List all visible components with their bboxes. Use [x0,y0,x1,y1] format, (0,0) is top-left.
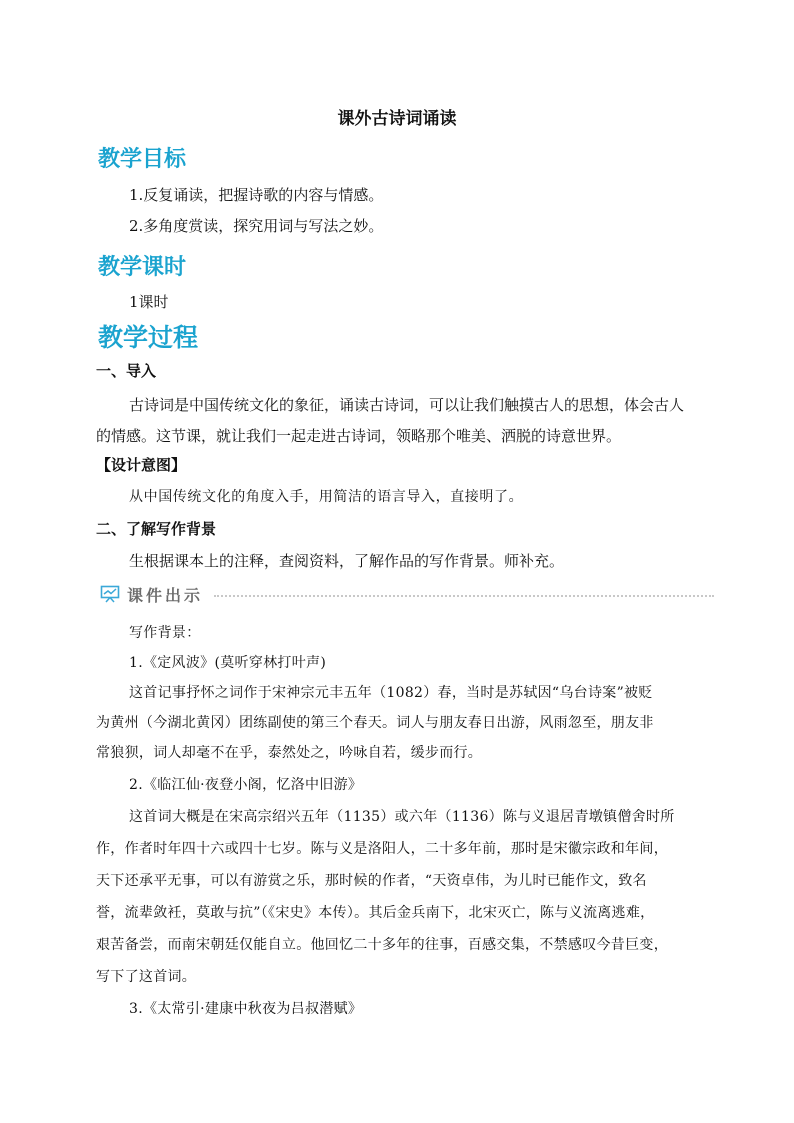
design-intent-text: 从中国传统文化的角度入手，用简洁的语言导入，直接明了。 [129,489,524,505]
poem2-line-5: 艰苦备尝，而南宋朝廷仅能自立。他回忆二十多年的往事，百感交集，不禁感叹今昔巨变， [96,937,668,953]
design-intent-label: 【设计意图】 [96,456,187,474]
teaching-hours-value: 1课时 [129,293,169,311]
poem1-line-3: 常狼狈，词人却毫不在乎，泰然处之，吟咏自若，缓步而行。 [96,745,483,761]
intro-heading: 一、导入 [96,362,157,380]
courseware-banner [100,582,714,608]
poem2-line-2: 作，作者时年四十六或四十七岁。陈与义是洛阳人，二十多年前，那时是宋徽宗政和年间， [96,841,668,857]
poem2-line-1: 这首词大概是在宋高宗绍兴五年（1135）或六年（1136）陈与义退居青墩镇僧舍时所 [129,809,675,825]
presentation-board-icon [100,585,120,603]
heading-teaching-goals: 教学目标 [98,147,187,172]
poem1-title: 1.《定风波》(莫听穿林打叶声) [129,655,327,671]
intro-line-2: 的情感。这节课，就让我们一起走进古诗词，领略那个唯美、洒脱的诗意世界。 [96,427,622,445]
background-subtitle: 写作背景： [129,625,201,641]
poem2-line-6: 写下了这首词。 [96,969,197,985]
background-text: 生根据课本上的注释，查阅资料，了解作品的写作背景。师补充。 [129,552,565,570]
background-heading: 二、了解写作背景 [96,520,217,538]
intro-line-1: 古诗词是中国传统文化的象征，诵读古诗词，可以让我们触摸古人的思想，体会古人 [129,396,685,414]
poem2-line-4: 誉，流辈敛衽，莫敢与抗”（《宋史》本传）。其后金兵南下，北宋灭亡，陈与义流离逃难， [96,905,655,921]
courseware-label: 课件出示 [127,586,204,605]
poem2-line-3: 天下还承平无事，可以有游赏之乐，那时候的作者，“天资卓伟，为儿时已能作文，致名 [96,873,647,889]
poem1-line-1: 这首记事抒怀之词作于宋神宗元丰五年（1082）春，当时是苏轼因“乌台诗案”被贬 [129,685,653,701]
document-title: 课外古诗词诵读 [337,109,457,129]
goal-item-1: 1.反复诵读，把握诗歌的内容与情感。 [129,186,384,204]
heading-teaching-hours: 教学课时 [98,255,187,280]
heading-teaching-process: 教学过程 [98,323,199,352]
goal-item-2: 2.多角度赏读，探究用词与写法之妙。 [129,217,384,235]
poem3-title: 3.《太常引·建康中秋夜为吕叔潜赋》 [129,1001,363,1017]
dotted-divider [214,595,714,597]
poem1-line-2: 为黄州（今湖北黄冈）团练副使的第三个春天。词人与朋友春日出游，风雨忽至，朋友非 [96,715,654,731]
poem2-title: 2.《临江仙·夜登小阁，忆洛中旧游》 [129,777,363,793]
